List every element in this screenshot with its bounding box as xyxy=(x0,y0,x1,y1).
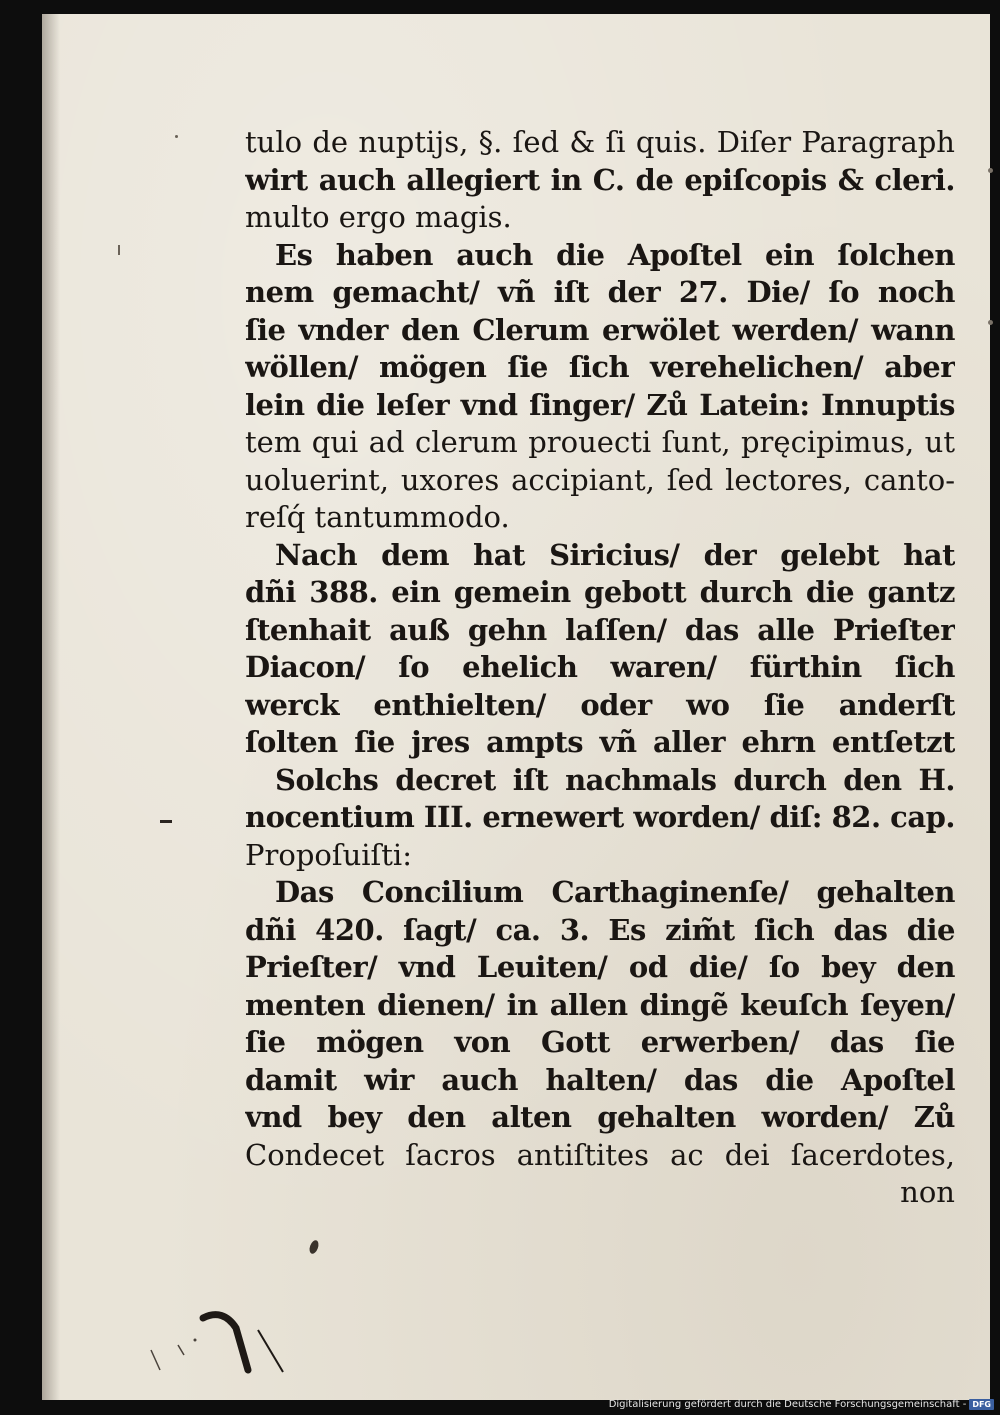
dfg-logo: DFG xyxy=(969,1399,994,1410)
text-line: Nach dem hat Siricius/ der gelebt hat xyxy=(275,537,955,572)
text-line: uoluerint, uxores accipiant, ſed lectores, canto- xyxy=(245,462,955,497)
text-line: ſtenhait auß gehn laſſen/ das alle Prieſter xyxy=(245,612,955,647)
text-line: lein die leſer vnd ſinger/ Zů Latein: Innuptis xyxy=(245,387,955,422)
text-line: menten dienen/ in allen dingẽ keuſch ſeyen/ xyxy=(245,987,955,1022)
margin-tick-mark xyxy=(175,135,178,138)
credit-text: Digitalisierung gefördert durch die Deutsche Forschungsgemeinschaft - xyxy=(608,1399,967,1410)
text-line: Propoſuiſti: xyxy=(245,837,412,872)
digitization-credit xyxy=(609,1399,994,1410)
handwritten-scribble xyxy=(148,1300,298,1380)
text-line: dñi 420. ſagt/ ca. 3. Es zim̃t ſich das die xyxy=(245,912,955,947)
page-gutter-shadow xyxy=(42,14,60,1400)
margin-dash-mark xyxy=(160,820,172,823)
text-line: Solchs decret iſt nachmals durch den H. xyxy=(275,762,955,797)
margin-tick-mark xyxy=(118,245,120,255)
text-line: tem qui ad clerum prouecti ſunt, pręcipimus, ut xyxy=(245,425,955,459)
page-text xyxy=(245,124,955,1212)
catchword: non xyxy=(900,1175,955,1209)
text-line: ſolten ſie jres ampts vñ aller ehrn entſetzt xyxy=(245,725,955,759)
text-line: vnd bey den alten gehalten worden/ Zů xyxy=(245,1100,955,1134)
text-line: multo ergo magis. xyxy=(245,200,512,234)
text-line: damit wir auch halten/ das die Apoſtel xyxy=(245,1062,955,1097)
text-line: ſie mögen von Gott erwerben/ das ſie xyxy=(245,1025,955,1059)
text-line: dñi 388. ein gemein gebott durch die gantz xyxy=(245,575,955,609)
margin-dot-mark xyxy=(988,320,993,325)
text-line: Condecet ſacros antiſtites ac dei ſacerdotes, xyxy=(245,1137,955,1172)
text-line: wirt auch allegiert in C. de epiſcopis & cleri. xyxy=(245,162,955,197)
text-line: ſie vnder den Clerum erwölet werden/ wann xyxy=(245,312,955,347)
text-line: Prieſter/ vnd Leuiten/ od die/ ſo bey den xyxy=(245,950,955,984)
text-line: tulo de nuptijs, §. ſed & ſi quis. Diſer Paragraph xyxy=(245,125,955,159)
text-line: werck enthielten/ oder wo ſie anderſt xyxy=(245,687,955,722)
text-line: reſq́ tantummodo. xyxy=(245,500,510,534)
text-line: nocentium III. ernewert worden/ diſ: 82. cap. xyxy=(245,800,955,834)
text-line: wöllen/ mögen ſie ſich verehelichen/ aber xyxy=(245,350,955,384)
text-line: Diacon/ ſo ehelich waren/ fürthin ſich xyxy=(245,650,955,684)
text-line: nem gemacht/ vñ iſt der 27. Die/ ſo noch xyxy=(245,275,955,309)
text-line: Das Concilium Carthaginenſe/ gehalten xyxy=(275,875,955,909)
margin-dot-mark xyxy=(988,168,993,173)
text-line: Es haben auch die Apoſtel ein ſolchen xyxy=(275,237,955,272)
